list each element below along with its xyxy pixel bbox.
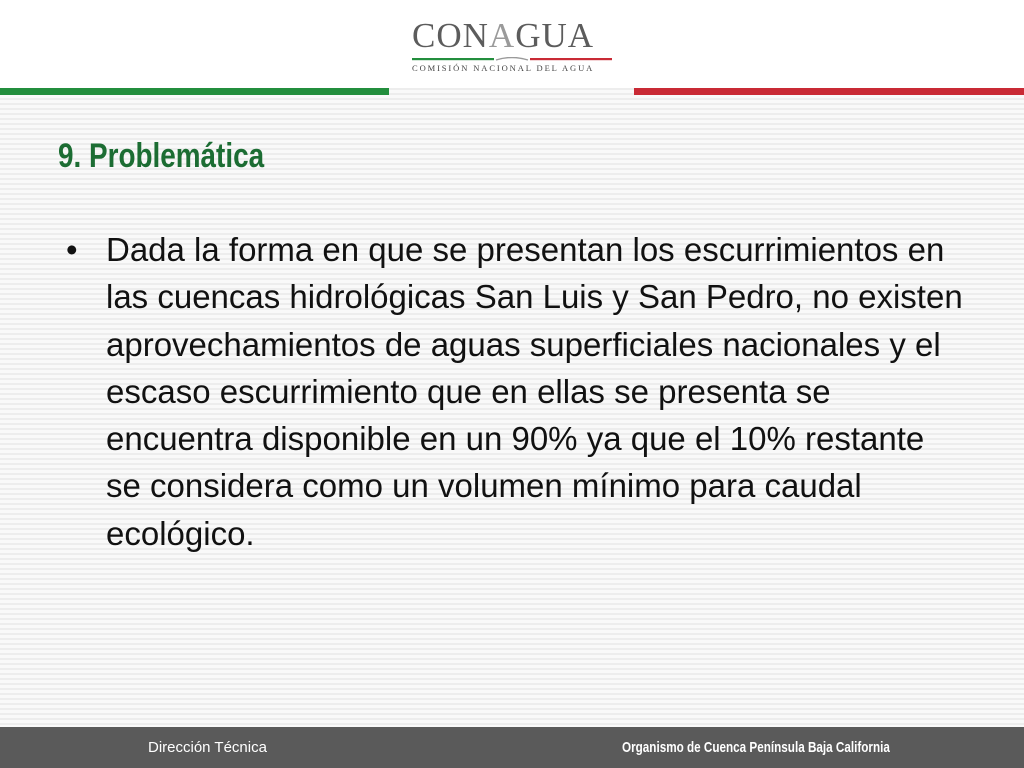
logo-wordmark <box>412 18 594 54</box>
logo-subtitle: COMISIÓN NACIONAL DEL AGUA <box>412 63 595 73</box>
conagua-logo <box>412 18 616 74</box>
slide-footer <box>0 727 1024 768</box>
bullet-item <box>60 226 980 557</box>
logo-wordmark-prefix: CON <box>412 16 489 55</box>
logo-wordmark-suffix: GUA <box>515 16 595 55</box>
header-green-stripe <box>0 88 389 95</box>
footer-organization: Organismo de Cuenca Península Baja California <box>622 739 890 756</box>
header-red-stripe <box>634 88 1024 95</box>
footer-department: Dirección Técnica <box>148 739 267 756</box>
bullet-text: Dada la forma en que se presentan los escurrimientos en las cuencas hidrológicas San Luis y San Pedro, no existen aprovechamientos de aguas superficiales nacionales y el escaso escurrimiento que en ellas se presenta se encuentra disponible en un 90% ya que el 10% restante se considera como un volumen mínimo para caudal ecológico. <box>106 231 963 552</box>
bullet-list <box>60 226 980 557</box>
logo-wordmark-accent: A <box>488 16 516 55</box>
slide-title: 9. Problemática <box>58 137 265 175</box>
bullet-icon: • <box>66 231 78 268</box>
slide-header <box>0 0 1024 88</box>
